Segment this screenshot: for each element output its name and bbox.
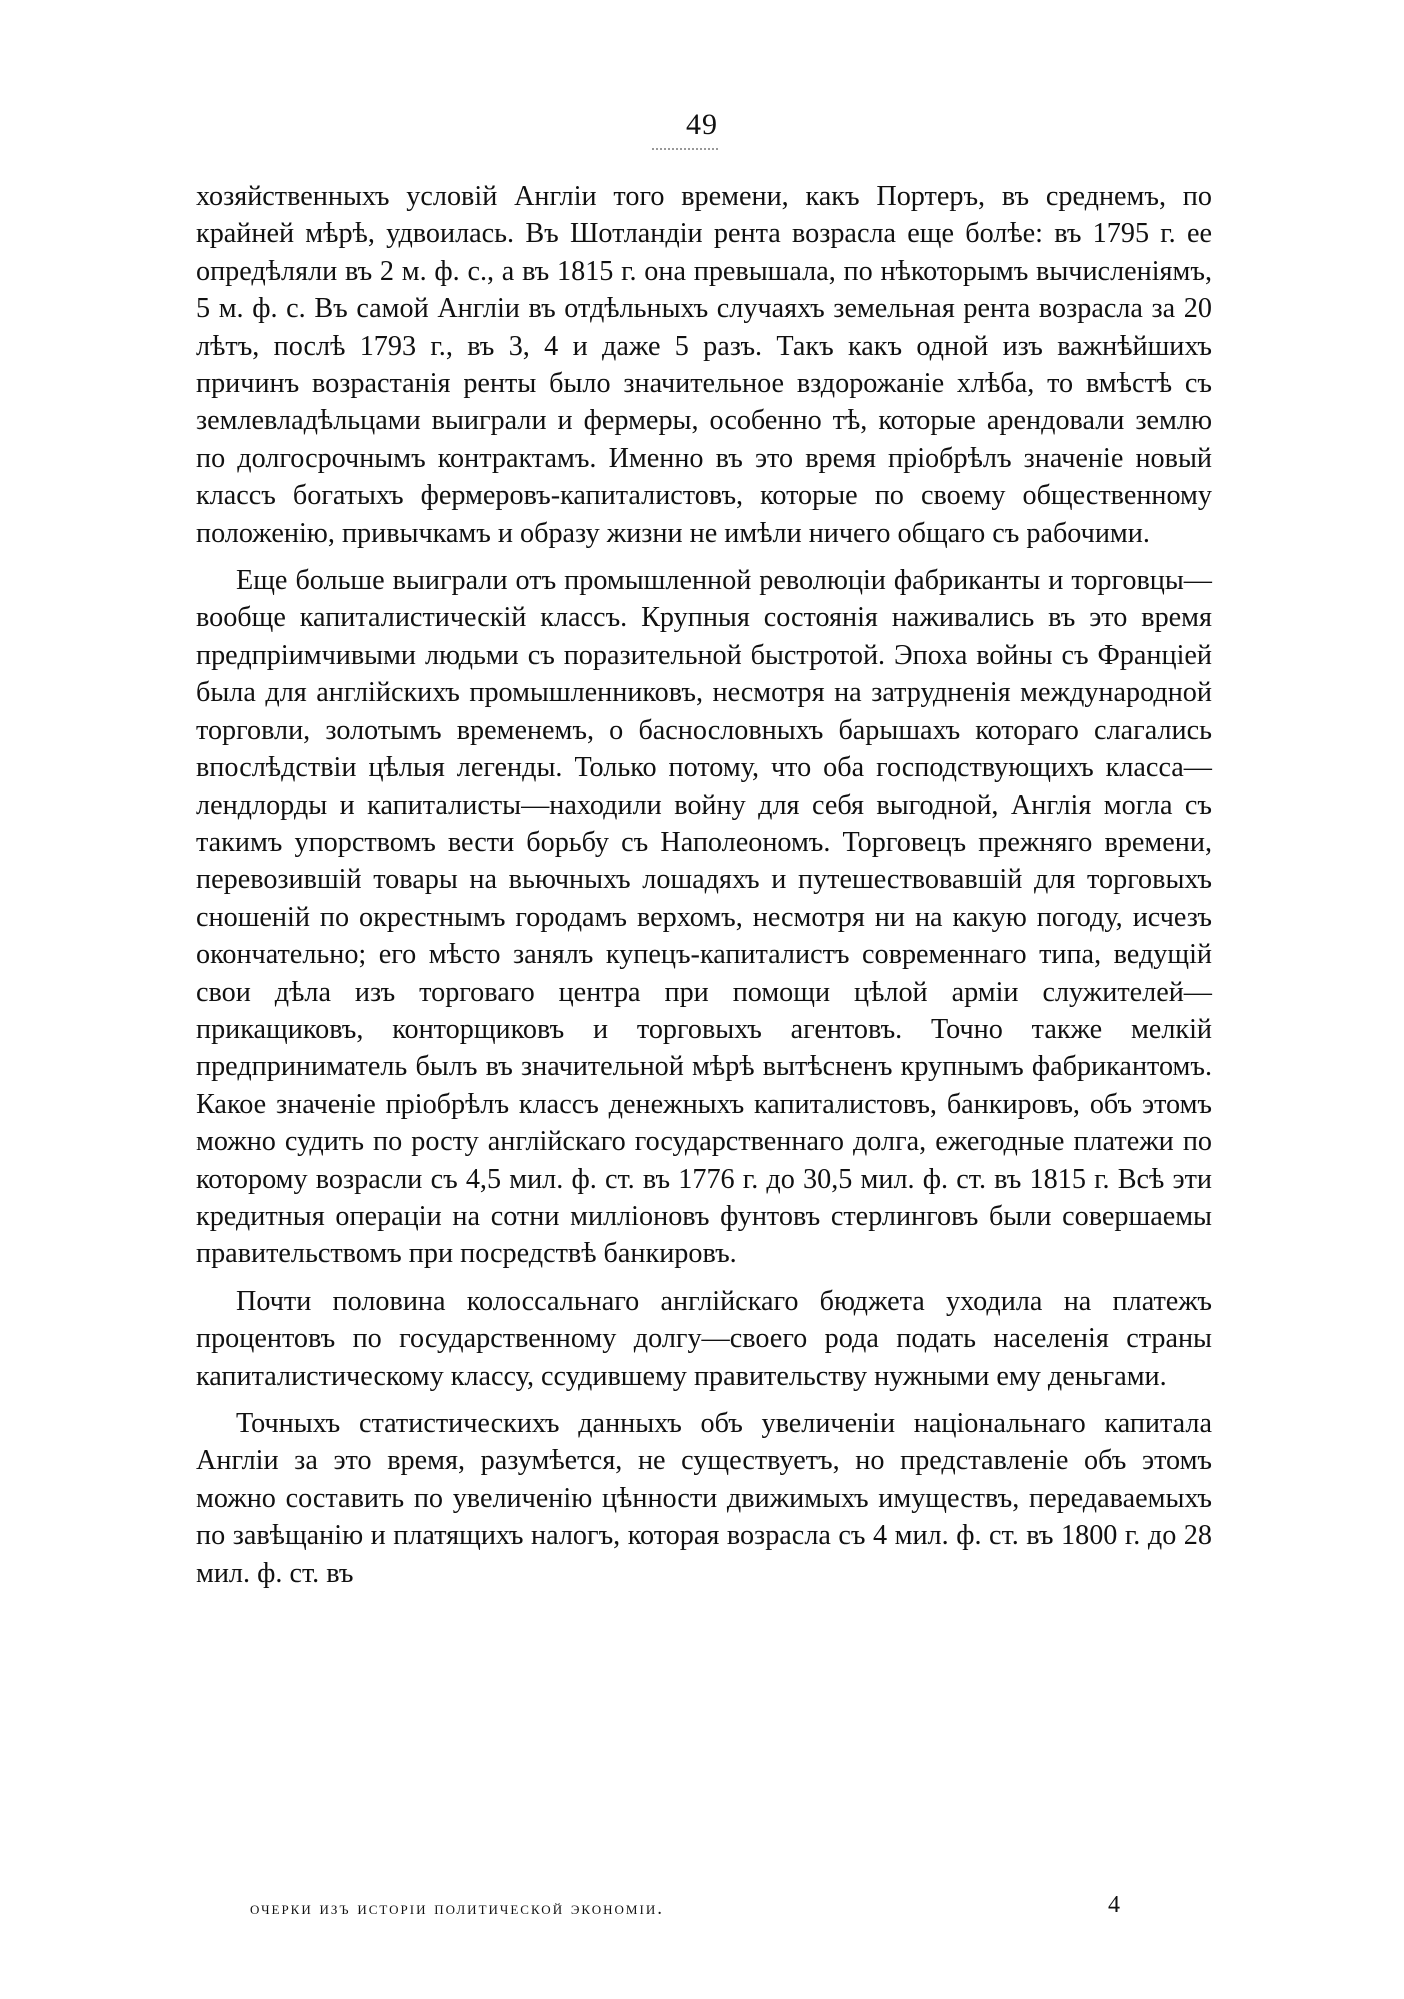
paragraph-capitalists: Еще больше выиграли отъ промышленной революціи фабриканты и торговцы—вообще капиталистическій классъ. Крупныя состоянія наживались въ это время предпріимчивыми людьми съ поразительной быстротой. Эпоха войны съ Франціей была для англійскихъ промышленниковъ, несмотря на затрудненія международной торговли, золотымъ временемъ, о баснословныхъ барышахъ котораго слагались впослѣдствіи цѣлыя легенды. Только потому, что оба господствующихъ класса—лендлорды и капиталисты—находили войну для себя выгодной, Англія могла съ такимъ упорствомъ вести борьбу съ Наполеономъ. Торговецъ прежняго времени, перевозившій товары на вьючныхъ лошадяхъ и путешествовавшій для торговыхъ сношеній по окрестнымъ городамъ верхомъ, несмотря ни на какую погоду, исчезъ окончательно; его мѣсто занялъ купецъ-капиталистъ современнаго типа, ведущій свои дѣла изъ торговаго центра при помощи цѣлой арміи служителей—прикащиковъ, конторщиковъ и торговыхъ агентовъ. Точно также мелкій предприниматель былъ въ значительной мѣрѣ вытѣсненъ крупнымъ фабрикантомъ. Какое значеніе пріобрѣлъ классъ денежныхъ капиталистовъ, банкировъ, объ этомъ можно судить по росту англійскаго государственнаго долга, ежегодные платежи по которому возрасли съ 4,5 мил. ф. ст. въ 1776 г. до 30,5 мил. ф. ст. въ 1815 г. Всѣ эти кредитныя операціи на сотни милліоновъ фунтовъ стерлинговъ были совершаемы правительствомъ при посредствѣ банкировъ. (196, 565, 1212, 1270)
paragraph-statistics: Точныхъ статистическихъ данныхъ объ увеличеніи національнаго капитала Англіи за это время, разумѣется, не существуетъ, но представленіе объ этомъ можно составить по увеличенію цѣнности движимыхъ имуществъ, передаваемыхъ по завѣщанію и платящихъ налогъ, которая возрасла съ 4 мил. ф. ст. въ 1800 г. до 28 мил. ф. ст. въ (196, 1408, 1212, 1589)
running-footer: очерки изъ исторіи политической экономіи. (250, 1898, 664, 1919)
page-number-rule (652, 148, 718, 150)
body-text (196, 178, 1212, 1592)
signature-mark: 4 (1108, 1892, 1120, 1918)
paragraph-continuation: хозяйственныхъ условій Англіи того времени, какъ Портеръ, въ среднемъ, по крайней мѣрѣ, удвоилась. Въ Шотландіи рента возрасла еще болѣе: въ 1795 г. ее опредѣляли въ 2 м. ф. с., а въ 1815 г. она превышала, по нѣкоторымъ вычисленіямъ, 5 м. ф. с. Въ самой Англіи въ отдѣльныхъ случаяхъ земельная рента возрасла за 20 лѣтъ, послѣ 1793 г., въ 3, 4 и даже 5 разъ. Такъ какъ одной изъ важнѣйшихъ причинъ возрастанія ренты было значительное вздорожаніе хлѣба, то вмѣстѣ съ землевладѣльцами выиграли и фермеры, особенно тѣ, которые арендовали землю по долгосрочнымъ контрактамъ. Именно въ это время пріобрѣлъ значеніе новый классъ богатыхъ фермеровъ-капиталистовъ, которые по своему общественному положенію, привычкамъ и образу жизни не имѣли ничего общаго съ рабочими. (196, 181, 1212, 549)
page-number: 49 (686, 108, 718, 141)
paragraph-budget: Почти половина колоссальнаго англійскаго бюджета уходила на платежъ процентовъ по государственному долгу—своего рода подать населенія страны капиталистическому классу, ссудившему правительству нужными ему деньгами. (196, 1285, 1212, 1392)
